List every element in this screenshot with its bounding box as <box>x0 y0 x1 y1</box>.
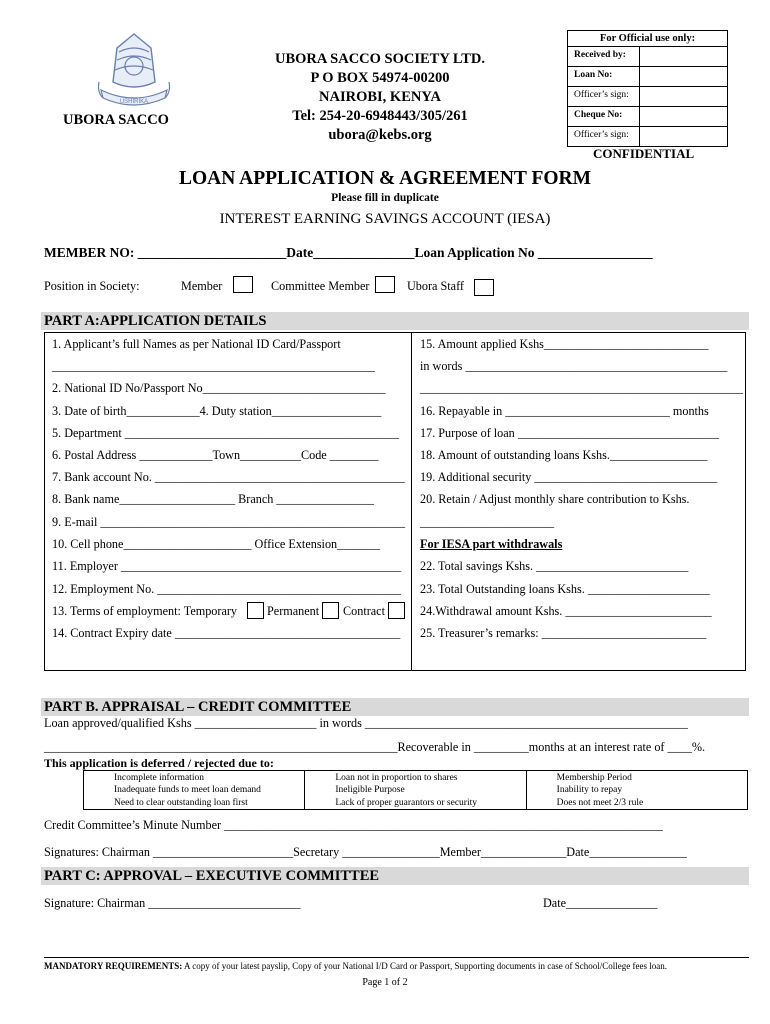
loan-no-label: Loan No: <box>568 67 640 86</box>
permanent-label: Permanent <box>267 604 320 618</box>
header-line-3: NAIROBI, KENYA <box>319 89 441 105</box>
field-loan-purpose[interactable]: 17. Purpose of loan _________________________________ <box>420 426 719 440</box>
mandatory-requirements <box>44 961 667 971</box>
field-repayable-months[interactable]: 16. Repayable in ___________________________ months <box>420 404 709 418</box>
footer-rule <box>44 957 749 958</box>
part-c-title: PART C: APPROVAL – EXECUTIVE COMMITTEE <box>41 867 749 885</box>
field-dob-duty-station[interactable]: 3. Date of birth____________4. Duty station__________________ <box>52 404 382 418</box>
confidential-label: CONFIDENTIAL <box>593 146 695 161</box>
field-department[interactable]: 5. Department _____________________________________________ <box>52 426 399 440</box>
requirements-text: A copy of your latest payslip, Copy of your National I/D Card or Passport, Supporting documents in case of School/College fees loan. <box>182 961 667 971</box>
field-terms-label: 13. Terms of employment: Temporary <box>52 604 238 618</box>
field-amount-words-line[interactable]: _____________________________________________________ <box>420 381 743 395</box>
official-use-box <box>567 30 728 147</box>
org-header <box>230 50 530 145</box>
field-full-names-line[interactable]: _____________________________________________________ <box>52 359 375 373</box>
contract-label: Contract <box>343 604 385 618</box>
field-recoverable[interactable]: __________________________________________________________Recoverable in _________months at an interest rate of ____%. <box>44 740 706 754</box>
header-line-1: UBORA SACCO SOCIETY LTD. <box>274 51 486 67</box>
officer-sign-label: Officer’s sign: <box>568 87 640 106</box>
reason-item: Does not meet 2/3 rule <box>556 797 644 808</box>
member-checkbox[interactable] <box>233 276 253 293</box>
reason-item: Need to clear outstanding loan first <box>114 797 248 808</box>
deferred-heading: This application is deferred / rejected due to: <box>44 756 274 770</box>
deferral-reasons-table <box>83 770 748 810</box>
logo-band-text: USHIRIKA <box>119 99 149 105</box>
header-line-5: ubora@kebs.org <box>328 127 432 143</box>
cheque-no-label: Cheque No: <box>568 107 640 126</box>
officer-sign-label-2: Officer’s sign: <box>568 127 640 146</box>
received-by-field[interactable] <box>640 47 727 66</box>
page-number: Page 1 of 2 <box>362 977 408 988</box>
header-line-4: Tel: 254-20-6948443/305/261 <box>292 108 468 124</box>
form-subtitle: Please fill in duplicate <box>331 192 439 204</box>
field-amount-applied[interactable]: 15. Amount applied Kshs___________________________ <box>420 337 709 351</box>
field-employer[interactable]: 11. Employer ______________________________________________ <box>52 559 402 573</box>
temporary-checkbox[interactable] <box>247 602 264 619</box>
field-loan-approved[interactable]: Loan approved/qualified Kshs ____________________ in words _____________________________________________________ <box>44 716 688 730</box>
field-total-outstanding[interactable]: 23. Total Outstanding loans Kshs. ____________________ <box>420 582 710 596</box>
header-line-2: P O BOX 54974-00200 <box>310 70 450 86</box>
field-total-savings[interactable]: 22. Total savings Kshs. _________________________ <box>420 559 689 573</box>
field-postal-address[interactable]: 6. Postal Address ____________Town__________Code ________ <box>52 448 379 462</box>
field-employment-no[interactable]: 12. Employment No. ________________________________________ <box>52 582 402 596</box>
reasons-col-2 <box>305 771 526 810</box>
field-share-contribution-line[interactable]: ______________________ <box>420 515 555 529</box>
field-bank-name[interactable]: 8. Bank name___________________ Branch ________________ <box>52 492 374 506</box>
field-outstanding-loans[interactable]: 18. Amount of outstanding loans Kshs.________________ <box>420 448 708 462</box>
official-use-title: For Official use only: <box>568 31 727 47</box>
field-treasurer-remarks[interactable]: 25. Treasurer’s remarks: ___________________________ <box>420 626 707 640</box>
reason-item: Inadequate funds to meet loan demand <box>114 785 261 796</box>
cheque-no-field[interactable] <box>640 107 727 126</box>
option-committee-label: Committee Member <box>271 279 370 293</box>
reasons-col-1 <box>84 771 305 810</box>
field-cell-phone[interactable]: 10. Cell phone_____________________ Office Extension_______ <box>52 537 380 551</box>
ubora-sacco-logo <box>93 30 175 112</box>
staff-checkbox[interactable] <box>474 279 494 296</box>
field-approval-date[interactable]: Date_______________ <box>543 896 658 910</box>
reason-item: Ineligible Purpose <box>335 785 405 796</box>
received-by-label: Received by: <box>568 47 640 66</box>
part-a-divider <box>411 332 412 671</box>
option-member-label: Member <box>181 279 223 293</box>
field-share-contribution[interactable]: 20. Retain / Adjust monthly share contribution to Kshs. <box>420 492 690 506</box>
account-type: INTEREST EARNING SAVINGS ACCOUNT (IESA) <box>219 211 551 227</box>
field-chairman-signature[interactable]: Signature: Chairman _________________________ <box>44 896 301 910</box>
field-additional-security[interactable]: 19. Additional security ______________________________ <box>420 470 718 484</box>
part-b-title: PART B. APPRAISAL – CREDIT COMMITTEE <box>41 698 749 716</box>
reason-item: Lack of proper guarantors or security <box>335 797 477 808</box>
field-national-id[interactable]: 2. National ID No/Passport No______________________________ <box>52 381 386 395</box>
field-amount-words[interactable]: in words ___________________________________________ <box>420 359 728 373</box>
reason-item: Membership Period <box>556 773 632 783</box>
reason-item: Inability to repay <box>556 785 623 796</box>
member-line[interactable]: MEMBER NO: ______________________Date_______________Loan Application No _________________ <box>44 245 653 260</box>
requirements-label: MANDATORY REQUIREMENTS: <box>44 961 183 971</box>
field-bank-account[interactable]: 7. Bank account No. _________________________________________ <box>52 470 405 484</box>
loan-no-field[interactable] <box>640 67 727 86</box>
reason-item: Loan not in proportion to shares <box>335 773 458 783</box>
contract-checkbox[interactable] <box>388 602 405 619</box>
iesa-withdrawals-heading: For IESA part withdrawals <box>420 537 563 551</box>
field-email[interactable]: 9. E-mail __________________________________________________ <box>52 515 406 529</box>
field-contract-expiry[interactable]: 14. Contract Expiry date _____________________________________ <box>52 626 401 640</box>
permanent-checkbox[interactable] <box>322 602 339 619</box>
part-a-title: PART A:APPLICATION DETAILS <box>41 312 749 330</box>
logo-org-name: UBORA SACCO <box>63 112 169 128</box>
option-staff-label: Ubora Staff <box>407 279 464 293</box>
officer-sign-field[interactable] <box>640 87 727 106</box>
form-title: LOAN APPLICATION & AGREEMENT FORM <box>178 168 592 189</box>
field-full-names[interactable]: 1. Applicant’s full Names as per National ID Card/Passport <box>52 337 341 351</box>
reason-item: Incomplete information <box>114 773 204 783</box>
position-label: Position in Society: <box>44 279 140 293</box>
field-signatures[interactable]: Signatures: Chairman _______________________Secretary ________________Member______________Date________________ <box>44 845 687 859</box>
field-withdrawal-amount[interactable]: 24.Withdrawal amount Kshs. ________________________ <box>420 604 712 618</box>
reasons-col-3 <box>526 771 747 810</box>
officer-sign-field-2[interactable] <box>640 127 727 146</box>
field-minute-number[interactable]: Credit Committee’s Minute Number ________________________________________________________________________ <box>44 818 663 832</box>
committee-checkbox[interactable] <box>375 276 395 293</box>
